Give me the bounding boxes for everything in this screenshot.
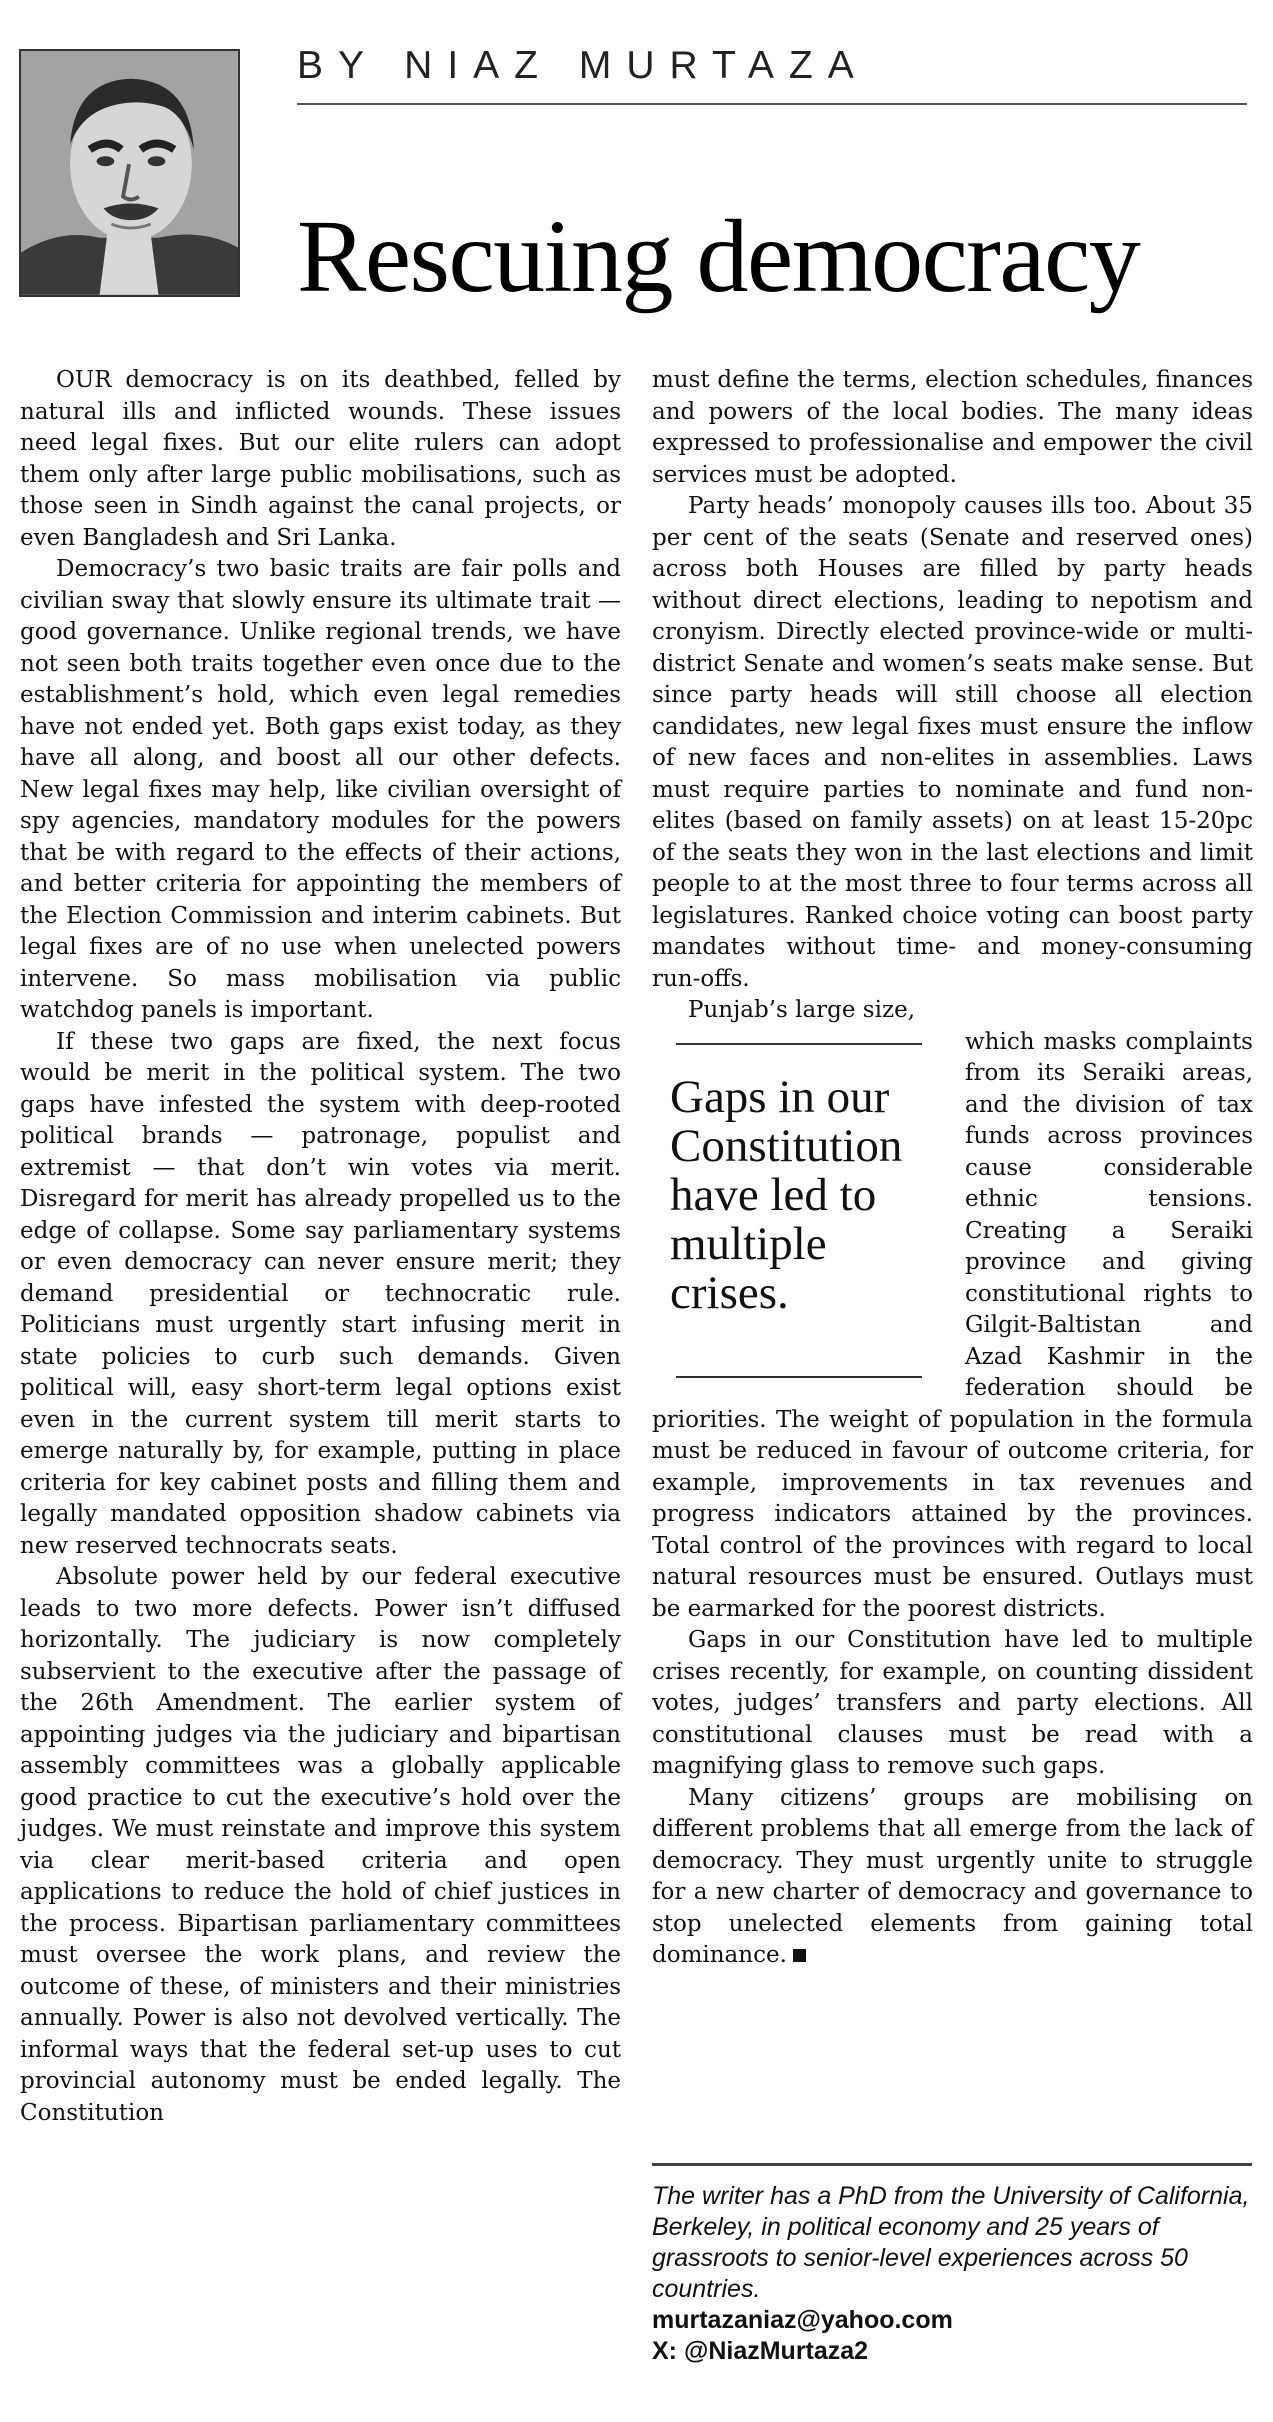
headline: Rescuing democracy (297, 199, 1140, 314)
paragraph: Absolute power held by our federal executive leads to two more defects. Power isn’t diffused horizontally. The judiciary is now completely subservient to the executive after the passage of the 26th Amendment. The earlier system of appointing judges via the judiciary and bipartisan assembly committees was a globally applicable good practice to cut the executive’s hold over the judges. We must reinstate and improve this system via clear merit-based criteria and open applications to reduce the hold of chief justices in the process. Bipartisan parliamentary committees must oversee the work plans, and review the outcome of these, of ministers and their ministries annually. Power is also not devolved vertically. The informal ways that the federal set-up uses to cut provincial autonomy must be ended legally. The Constitution (20, 1564, 621, 2126)
bio-rule (652, 2163, 1252, 2166)
author-x-handle: X: @NiazMurtaza2 (652, 2337, 869, 2365)
right-column (652, 365, 1253, 1972)
pull-quote (652, 1043, 945, 1378)
pull-quote-rule-top (676, 1043, 922, 1045)
paragraph (652, 995, 1253, 1027)
paragraph-text: Many citizens’ groups are mobilising on different problems that all emerge from the lack of democracy. They must urgently unite to struggle for a new charter of democracy and governance to stop unelected elements from gaining total dominance. (652, 1784, 1253, 1968)
author-email: murtazaniaz@yahoo.com (652, 2306, 953, 2334)
paragraph: Party heads’ monopoly causes ills too. About 35 per cent of the seats (Senate and reserved ones) across both Houses are filled by party heads without direct elections, leading to nepotism and cronyism. Directly elected province-wide or multi-district Senate and women’s seats make sense. But since party heads will still choose all election candidates, new legal fixes must ensure the inflow of new faces and non-elites in assemblies. Laws must require parties to nominate and fund non-elites (based on family assets) on at least 15-20pc of the seats they won in the last elections and limit people to at the most three to four terms across all legislatures. Ranked choice voting can boost party mandates without time- and money-consuming run-offs. (652, 493, 1253, 992)
paragraph: If these two gaps are fixed, the next focus would be merit in the political system. The two gaps have infested the system with deep-rooted political brands — patronage, populist and extremist — that don’t win votes via merit. Disregard for merit has already propelled us to the edge of collapse. Some say parliamentary systems or even democracy can never ensure merit; they demand presidential or technocratic rule. Politicians must urgently start infusing merit in state policies to curb such demands. Given political will, easy short-term legal options exist even in the current system till merit starts to emerge naturally by, for example, putting in place criteria for key cabinet posts and filling them and legally mandated opposition shadow cabinets via new reserved technocrats seats. (20, 1028, 621, 1559)
author-portrait-icon (21, 51, 238, 295)
paragraph (652, 1783, 1253, 1972)
paragraph: Gaps in our Constitution have led to multiple crises recently, for example, on counting dissident votes, judges’ transfers and party elections. All constitutional clauses must be read with a magnifying glass to remove such gaps. (652, 1627, 1253, 1779)
byline-rule (297, 103, 1247, 105)
paragraph: which masks complaints from its Seraiki areas, and the division of tax funds across provinces cause considerable ethnic tensions. Creating a Seraiki province and giving constitutional rights to Gilgit-Baltistan and Azad Kashmir in the federation should be priorities. The weight of population in the formula must be reduced in favour of outcome criteria, for example, improvements in tax revenues and progress indicators attained by the provinces. Total control of the provinces with regard to local natural resources must be ensured. Outlays must be earmarked for the poorest districts. (652, 1028, 1253, 1622)
paragraph: OUR democracy is on its deathbed, felled by natural ills and inflicted wounds. These issues need legal fixes. But our elite rulers can adopt them only after large public mobilisations, such as those seen in Sindh against the canal projects, or even Bangladesh and Sri Lanka. (20, 367, 621, 551)
paragraph: must define the terms, election schedules, finances and powers of the local bodies. The many ideas expressed to professionalise and empower the civil services must be adopted. (652, 367, 1253, 488)
pull-quote-rule-bottom (676, 1376, 922, 1378)
paragraph-lead: Punjab’s large size, (688, 997, 916, 1023)
byline: BY NIAZ MURTAZA (297, 44, 869, 87)
paragraph: Democracy’s two basic traits are fair polls and civilian sway that slowly ensure its ultimate trait — good governance. Unlike regional trends, we have not seen both traits together even once due to the establishment’s hold, which even legal remedies have not ended yet. Both gaps exist today, as they have all along, and boost all our other defects. New legal fixes may help, like civilian oversight of spy agencies, mandatory modules for the powers that be with regard to the effects of their actions, and better criteria for appointing the members of the Election Commission and interim cabinets. But legal fixes are of no use when unelected powers intervene. So mass mobilisation via public watchdog panels is important. (20, 556, 621, 1023)
author-bio: The writer has a PhD from the University of California, Berkeley, in political economy and 25 years of grassroots to senior-level experiences across 50 countries. (652, 2182, 1250, 2303)
pull-quote-text: Gaps in our Constitution have led to multiple crises. (670, 1070, 903, 1319)
author-photo (19, 49, 240, 297)
left-column (20, 365, 621, 2129)
end-mark-icon (793, 1949, 806, 1962)
